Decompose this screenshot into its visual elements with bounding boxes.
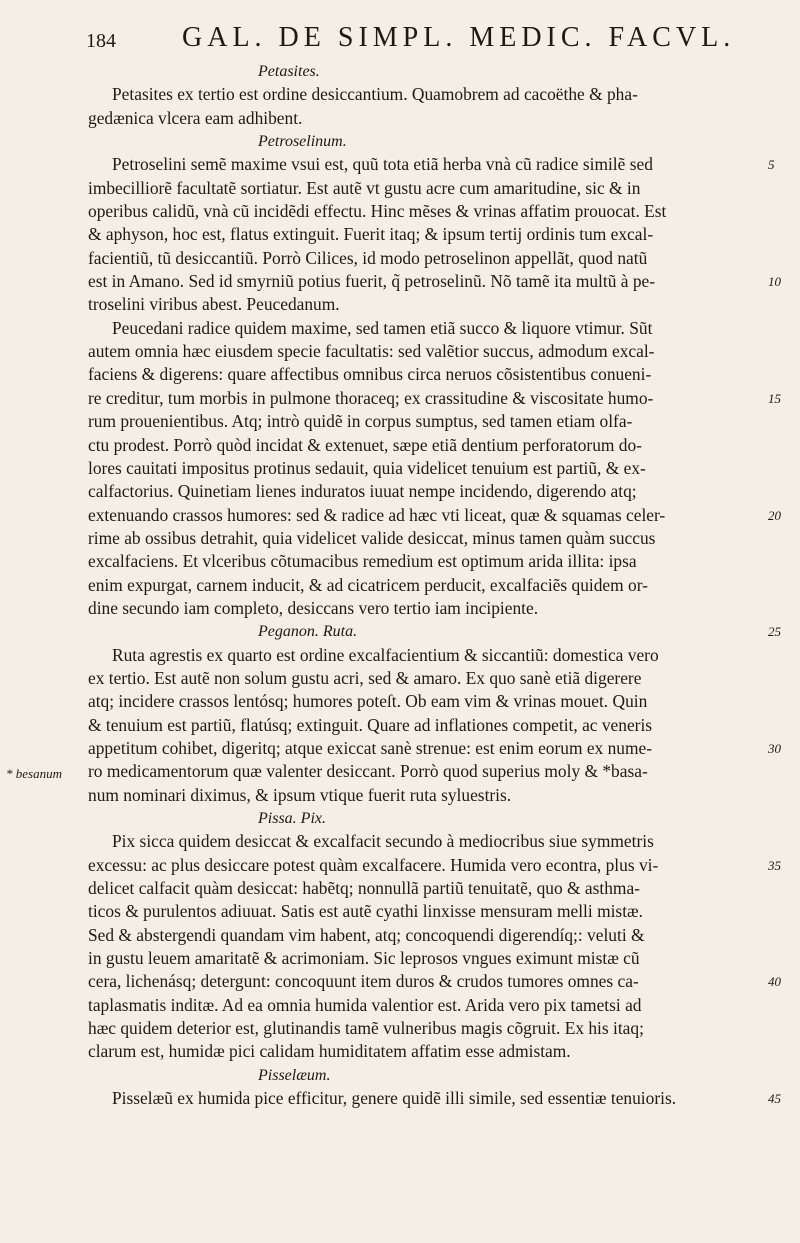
line-text: imbecilliorẽ facultatẽ sortiatur. Est autẽ vt gustu acre cum amaritudine, sic & in <box>88 177 641 198</box>
line-text: clarum est, humidæ pici calidam humiditatem affatim esse admistam. <box>88 1041 571 1062</box>
line-text: Peganon. Ruta. <box>258 623 358 641</box>
line-text: Pisselæũ ex humida pice efficitur, genere quidẽ illi simile, sed essentiæ tenuioris. <box>112 1088 677 1109</box>
text-line <box>88 784 760 807</box>
text-line <box>88 830 760 853</box>
section-heading <box>88 1064 760 1087</box>
text-line <box>88 994 760 1017</box>
line-text: appetitum cohibet, digeritq; atque exiccat sanè strenue: est enim eorum ex nume- <box>88 737 653 758</box>
text-line <box>88 527 760 550</box>
line-text: enim expurgat, carnem inducit, & ad cicatricem perducit, excalfaciẽs quidem or- <box>88 574 648 595</box>
line-text: cera, lichenásq; detergunt: concoquunt item duros & crudos tumores omnes ca- <box>88 971 639 992</box>
line-text: ctu prodest. Porrò quòd incidat & extenuet, sæpe etiã dentium perforatorum do- <box>88 434 642 455</box>
line-text: calfactorius. Quinetiam lienes induratos iuuat nempe incidendo, digerendo atq; <box>88 481 637 502</box>
line-text: in gustu leuem amaritatẽ & acrimoniam. Sic leprosos vngues eximunt mistæ cũ <box>88 948 640 969</box>
line-text: troselini viribus abest. Peucedanum. <box>88 294 340 315</box>
line-text: lores cauitati impositus protinus sedauit, quia videlicet tenuium est partiũ, & ex- <box>88 457 646 478</box>
line-number: 25 <box>768 624 781 640</box>
text-line <box>88 107 760 130</box>
line-text: atq; incidere crassos lentósq; humores poteſt. Ob eam vim & vrinas mouet. Quin <box>88 691 648 712</box>
line-number: 20 <box>768 507 781 523</box>
text-body <box>88 60 781 1110</box>
text-line <box>88 574 760 597</box>
line-text: re creditur, tum morbis in pulmone thoraceq; ex crassitudine & viscositate humo- <box>88 387 654 408</box>
line-text: est in Amano. Sed id smyrniũ potius fuerit, q̃ petroselinũ. Nõ tamẽ ita multũ à pe- <box>88 271 656 292</box>
text-line <box>88 200 760 223</box>
line-text: hæc quidem deterior est, glutinandis tamẽ vulneribus magis cõgruit. Ex his itaq; <box>88 1018 644 1039</box>
line-text: & tenuium est partiũ, flatúsq; extinguit. Quare ad inflationes competit, ac veneris <box>88 714 653 735</box>
text-line <box>88 1040 760 1063</box>
text-line <box>88 293 760 316</box>
text-line <box>88 177 760 200</box>
line-text: Peucedani radice quidem maxime, sed tamen etiã succo & liquore vtimur. Sũt <box>112 317 653 338</box>
line-text: Petasites ex tertio est ordine desiccantium. Quamobrem ad cacoëthe & pha- <box>112 84 638 105</box>
marginal-note: * besanum <box>6 766 62 781</box>
text-line <box>88 83 760 106</box>
line-number: 40 <box>768 974 781 990</box>
text-line <box>88 550 760 573</box>
line-number: 30 <box>768 740 781 756</box>
text-line <box>88 854 781 877</box>
line-text: Petasites. <box>258 63 320 80</box>
section-heading <box>88 807 760 830</box>
text-line <box>88 714 760 737</box>
line-text: rime ab ossibus detrahit, quia videlicet valide desiccat, minus tamen quàm succus <box>88 527 656 548</box>
text-line <box>88 457 760 480</box>
line-text: faciens & digerens: quare affectibus omnibus circa neruos cõsistentibus conueni- <box>88 364 652 385</box>
text-line <box>88 690 760 713</box>
text-line <box>88 504 781 527</box>
text-line <box>88 900 760 923</box>
line-text: excessu: ac plus desiccare potest quàm excalfacere. Humida vero econtra, plus vi- <box>88 854 659 875</box>
line-text: ex tertio. Est autẽ non solum gustu acri, sed & amaro. Ex quo sanè etiã digerere <box>88 667 642 688</box>
text-line <box>88 480 760 503</box>
line-number: 15 <box>768 390 781 406</box>
line-text: ro medicamentorum quæ valenter desiccant. Porrò quod superius moly & *basa- <box>88 761 648 782</box>
line-text: gedænica vlcera eam adhibent. <box>88 107 303 128</box>
line-text: facientiũ, tũ desiccantiũ. Porrò Cilices, id modo petroselinon appellãt, quod natũ <box>88 247 648 268</box>
text-line <box>88 1017 760 1040</box>
running-title: GAL. DE SIMPL. MEDIC. FACVL. <box>182 22 736 53</box>
text-line <box>88 223 760 246</box>
line-text: Petroselini semẽ maxime vsui est, quũ tota etiã herba vnà cũ radice similẽ sed <box>112 154 653 175</box>
text-line <box>88 970 781 993</box>
text-line <box>88 317 760 340</box>
line-text: dine secundo iam completo, desiccans vero tertio iam incipiente. <box>88 597 539 618</box>
line-text: num nominari diximus, & ipsum vtique fuerit ruta syluestris. <box>88 784 512 805</box>
line-text: Ruta agrestis ex quarto est ordine excalfacientium & siccantiũ: domestica vero <box>112 644 659 665</box>
text-line <box>88 877 760 900</box>
text-line <box>88 340 760 363</box>
line-text: taplasmatis inditæ. Ad ea omnia humida valentior est. Arida vero pix tametsi ad <box>88 994 642 1015</box>
text-line <box>88 387 781 410</box>
line-text: operibus calidũ, vnà cũ incidẽdi effectu. Hinc mẽses & vrinas affatim prouocat. Est <box>88 201 667 222</box>
line-text: Sed & abstergendi quandam vim habent, atq; concoquendi digerendíq;: veluti & <box>88 924 645 945</box>
line-text: Petroselinum. <box>258 133 347 151</box>
line-text: autem omnia hæc eiusdem specie facultatis: sed valẽtior succus, admodum excal- <box>88 341 655 362</box>
line-text: excalfaciens. Et vlceribus cõtumacibus remedium est optimum arida illita: ipsa <box>88 551 637 572</box>
text-line <box>88 410 760 433</box>
text-line <box>88 597 760 620</box>
text-line <box>88 947 760 970</box>
text-line <box>88 667 760 690</box>
section-heading <box>88 620 781 643</box>
line-text: extenuando crassos humores: sed & radice ad hæc vti liceat, quæ & squamas celer- <box>88 504 666 525</box>
line-text: & aphyson, hoc est, flatus extinguit. Fuerit itaq; & ipsum tertij ordinis tum excal- <box>88 224 654 245</box>
line-number: 10 <box>768 274 781 290</box>
text-line <box>88 153 775 176</box>
line-text: rum prouenientibus. Atq; intrò quidẽ in corpus sumptus, sed tamen etiam olfa- <box>88 411 633 432</box>
line-text: Pix sicca quidem desiccat & excalfacit secundo à mediocribus siue symmetris <box>112 831 654 852</box>
text-line <box>88 644 760 667</box>
text-line <box>88 247 760 270</box>
line-text: Pissa. Pix. <box>258 810 326 827</box>
text-line <box>88 363 760 386</box>
page-number: 184 <box>86 30 116 52</box>
text-line <box>88 760 760 783</box>
text-line <box>88 434 760 457</box>
line-text: Pisselæum. <box>258 1066 331 1084</box>
line-number: 45 <box>768 1091 781 1107</box>
page-header <box>86 22 746 58</box>
section-heading <box>88 130 760 153</box>
text-line <box>88 737 781 760</box>
line-text: ticos & purulentos adiuuat. Satis est autẽ cyathi linxisse mensuram melli mistæ. <box>88 901 643 922</box>
text-line <box>88 924 760 947</box>
section-heading <box>88 60 760 83</box>
text-line <box>88 1087 781 1110</box>
line-number: 5 <box>768 157 775 173</box>
line-number: 35 <box>768 857 781 873</box>
text-line <box>88 270 781 293</box>
line-text: delicet calfacit quàm desiccat: habẽtq; nonnullã partiũ tenuitatẽ, quo & asthma- <box>88 878 640 899</box>
